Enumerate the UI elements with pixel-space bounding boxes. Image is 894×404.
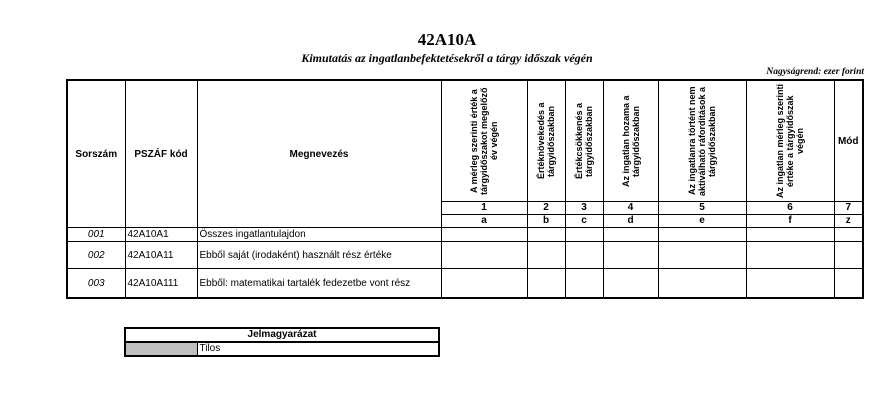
cell-b[interactable] [527, 228, 565, 242]
cell-a[interactable] [441, 242, 527, 269]
header-pszaf-kod: PSZÁF kód [125, 80, 197, 228]
legend-swatch-gray [125, 342, 197, 356]
cell-c[interactable] [565, 242, 603, 269]
cell-d[interactable] [603, 242, 658, 269]
cell-f[interactable] [746, 269, 834, 299]
col-number: 4 [603, 202, 658, 215]
row-name: Összes ingatlantulajdon [197, 228, 441, 242]
col-letter: f [746, 215, 834, 228]
cell-d[interactable] [603, 228, 658, 242]
header-row [67, 80, 863, 202]
row-serial: 001 [67, 228, 125, 242]
cell-a[interactable] [441, 228, 527, 242]
report-table [66, 79, 864, 299]
header-col-3-text: Értékcsökkenés a tárgyidőszakban [574, 102, 594, 180]
col-number: 1 [441, 202, 527, 215]
header-col-4 [603, 80, 658, 202]
row-serial: 002 [67, 242, 125, 269]
report-code-title: 42A10A [417, 30, 477, 49]
legend-item-label: Tilos [197, 342, 439, 356]
col-number: 3 [565, 202, 603, 215]
legend-item [125, 342, 439, 356]
cell-b[interactable] [527, 242, 565, 269]
col-letter: e [658, 215, 746, 228]
cell-d[interactable] [603, 269, 658, 299]
row-code: 42A10A1 [125, 228, 197, 242]
col-letter: b [527, 215, 565, 228]
header-col-5 [658, 80, 746, 202]
report-subtitle: Kimutatás az ingatlanbefektetésekről a tárgy időszak végén [301, 51, 593, 65]
legend-table [124, 327, 440, 357]
header-col-3 [565, 80, 603, 202]
header-col-2 [527, 80, 565, 202]
cell-z[interactable] [834, 228, 863, 242]
row-code: 42A10A111 [125, 269, 197, 299]
table-row [67, 228, 863, 242]
cell-f[interactable] [746, 242, 834, 269]
table-row [67, 242, 863, 269]
col-letter: a [441, 215, 527, 228]
header-col-1 [441, 80, 527, 202]
col-letter: z [834, 215, 863, 228]
cell-e[interactable] [658, 242, 746, 269]
cell-z[interactable] [834, 269, 863, 299]
header-col-mod: Mód [834, 80, 863, 202]
header-col-6 [746, 80, 834, 202]
row-name: Ebből saját (irodaként) használt rész értéke [197, 242, 441, 269]
header-col-1-text: A mérleg szerinti érték a tárgyidőszakot megelőző év végén [469, 87, 499, 195]
cell-f[interactable] [746, 228, 834, 242]
unit-note: Nagyságrend: ezer forint [766, 67, 864, 77]
col-number: 7 [834, 202, 863, 215]
col-number: 5 [658, 202, 746, 215]
cell-b[interactable] [527, 269, 565, 299]
col-number: 6 [746, 202, 834, 215]
col-letter: d [603, 215, 658, 228]
row-name: Ebből: matematikai tartalék fedezetbe vont rész [197, 269, 441, 299]
cell-e[interactable] [658, 228, 746, 242]
cell-c[interactable] [565, 269, 603, 299]
table-row [67, 269, 863, 299]
cell-e[interactable] [658, 269, 746, 299]
legend-title: Jelmagyarázat [125, 328, 439, 342]
row-serial: 003 [67, 269, 125, 299]
header-col-2-text: Értéknövekedés a tárgyidőszakban [536, 102, 556, 180]
header-col-6-text: Az ingatlan mérleg szerinti értéke a tárgyidőszak végén [775, 83, 805, 199]
cell-c[interactable] [565, 228, 603, 242]
col-letter: c [565, 215, 603, 228]
header-col-5-text: Az ingatlanra történt nem aktiválható ráfordítások a tárgyidőszakban [687, 86, 717, 196]
cell-a[interactable] [441, 269, 527, 299]
header-col-4-text: Az ingatlan hozama a tárgyidőszakban [620, 95, 641, 187]
header-sorszam: Sorszám [67, 80, 125, 228]
col-number: 2 [527, 202, 565, 215]
cell-z[interactable] [834, 242, 863, 269]
row-code: 42A10A11 [125, 242, 197, 269]
header-megnevezes: Megnevezés [197, 80, 441, 228]
